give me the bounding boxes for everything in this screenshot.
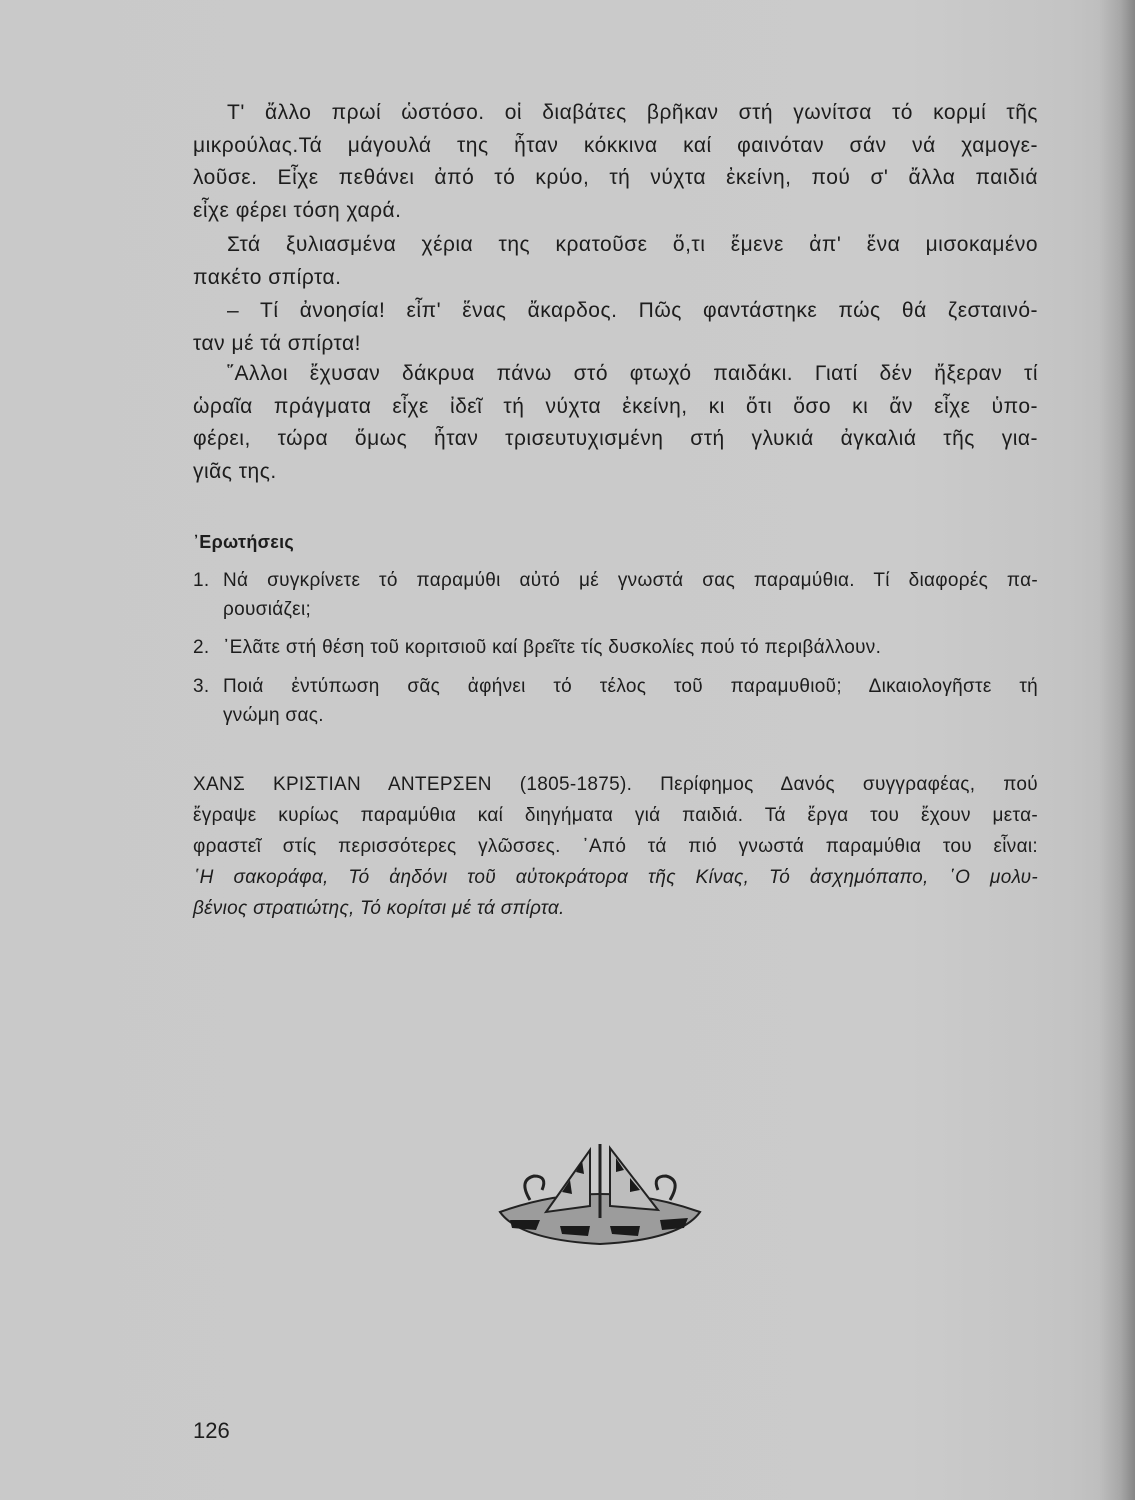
- text-line: – Τί ἀνοησία! εἶπ' ἕνας ἄκαρδος. Πῶς φαντάστηκε πώς θά ζεσταινό-: [227, 299, 1038, 322]
- question-text: Νά συγκρίνετε τό παραμύθι αὐτό μέ γνωστά σας παραμύθια. Τί διαφορές πα-: [223, 570, 1038, 591]
- question-number: 3.: [193, 676, 210, 697]
- story-paragraph-4: [193, 358, 1038, 488]
- boat-ornament-icon: [490, 1140, 710, 1260]
- question-text: ρουσιάζει;: [223, 599, 312, 620]
- bio-line: ἔγραψε κυρίως παραμύθια καί διηγήματα γιά παιδιά. Τά ἔργα του ἔχουν μετα-: [193, 805, 1038, 826]
- bio-line-titles: βένιος στρατιώτης, Τό κορίτσι μέ τά σπίρτα.: [193, 898, 565, 919]
- text-line: ῞Αλλοι ἔχυσαν δάκρυα πάνω στό φτωχό παιδάκι. Γιατί δέν ἤξεραν τί: [227, 362, 1038, 385]
- question-number: 2.: [193, 637, 210, 658]
- bio-line-titles: ῾Η σακοράφα, Τό ἀηδόνι τοῦ αὐτοκράτορα τῆς Κίνας, Τό ἀσχημόπαπο, ῾Ο μολυ-: [193, 867, 1038, 888]
- text-line: γιᾶς της.: [193, 459, 277, 483]
- author-bio: [193, 769, 1038, 924]
- question-text: ᾿Ελᾶτε στή θέση τοῦ κοριτσιοῦ καί βρεῖτε τίς δυσκολίες πού τό περιβάλλουν.: [223, 637, 882, 658]
- question-text: Ποιά ἐντύπωση σᾶς ἀφήνει τό τέλος τοῦ παραμυθιοῦ; Δικαιολογῆστε τή: [223, 676, 1038, 697]
- story-paragraph-3: [193, 295, 1038, 360]
- text-line: Στά ξυλιασμένα χέρια της κρατοῦσε ὅ,τι ἔμενε ἀπ' ἕνα μισοκαμένο: [227, 233, 1038, 256]
- text-line: Τ' ἄλλο πρωί ὡστόσο. οἱ διαβάτες βρῆκαν στή γωνίτσα τό κορμί τῆς: [227, 101, 1038, 124]
- text-line: φέρει, τώρα ὅμως ἦταν τρισευτυχισμένη στή γλυκιά ἀγκαλιά τῆς για-: [193, 427, 1038, 450]
- question-item: [193, 672, 1038, 730]
- question-item: [193, 566, 1038, 624]
- questions-heading: ᾿Ερωτήσεις: [193, 532, 295, 552]
- question-text: γνώμη σας.: [223, 705, 324, 726]
- text-line: μικρούλας.Τά μάγουλά της ἦταν κόκκινα καί φαινόταν σάν νά χαμογε-: [193, 133, 1038, 157]
- questions-list: [193, 566, 1038, 730]
- text-line: ὡραῖα πράγματα εἶχε ἰδεῖ τή νύχτα ἐκείνη, κι ὅτι ὅσο κι ἄν εἶχε ὑπο-: [193, 394, 1038, 418]
- story-paragraph-2: [193, 229, 1038, 294]
- bio-line: φραστεῖ στίς περισσότερες γλῶσσες. ᾿Από τά πιό γνωστά παραμύθια του εἶναι:: [193, 836, 1038, 857]
- question-number: 1.: [193, 570, 210, 591]
- bio-line: ΧΑΝΣ ΚΡΙΣΤΙΑΝ ΑΝΤΕΡΣΕΝ (1805-1875). Περίφημος Δανός συγγραφέας, πού: [193, 774, 1038, 795]
- text-line: εἶχε φέρει τόση χαρά.: [193, 198, 402, 222]
- text-line: πακέτο σπίρτα.: [193, 265, 342, 289]
- question-item: [193, 633, 1038, 662]
- page-number: 126: [193, 1418, 230, 1443]
- story-paragraph-1: [193, 97, 1038, 227]
- text-line: λοῦσε. Εἶχε πεθάνει ἀπό τό κρύο, τή νύχτα ἐκείνη, πού σ' ἄλλα παιδιά: [193, 166, 1038, 189]
- page-spine-shadow: [1099, 0, 1135, 1500]
- text-line: ταν μέ τά σπίρτα!: [193, 331, 361, 355]
